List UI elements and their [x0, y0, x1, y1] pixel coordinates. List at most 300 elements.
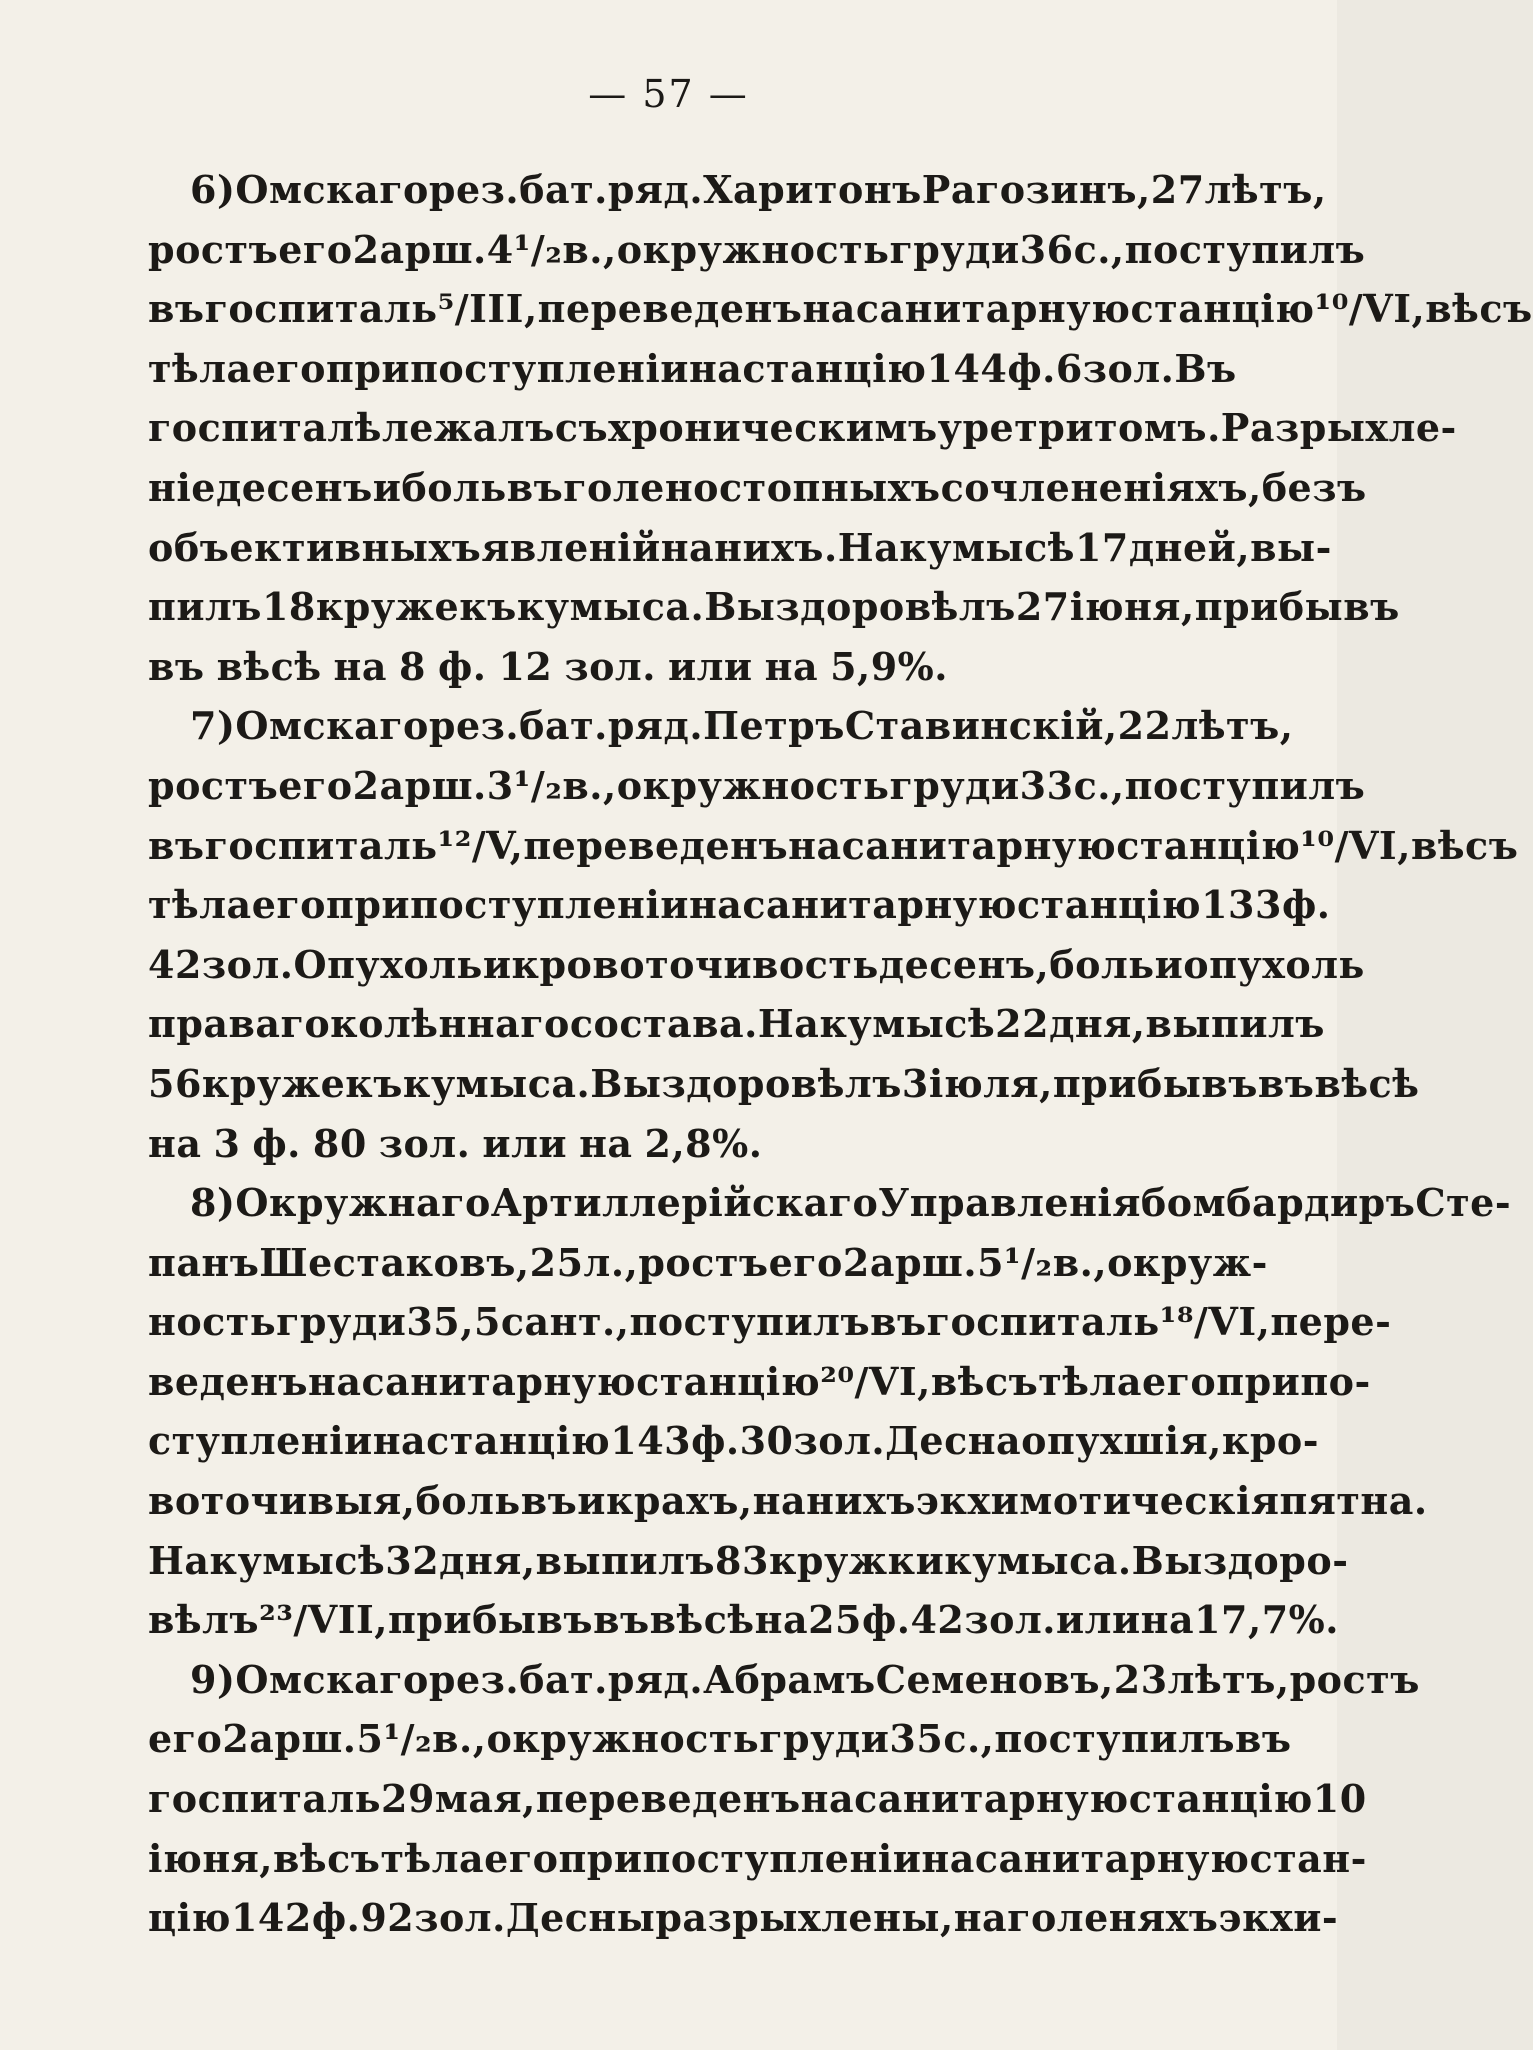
word: санитарную	[974, 1835, 1250, 1881]
word: лежалъ	[381, 405, 555, 451]
word: Выздоровѣлъ	[590, 1060, 902, 1106]
word: с.,	[1073, 762, 1125, 808]
word: ²³/VII,	[259, 1597, 389, 1643]
word: госпиталь	[148, 1776, 382, 1822]
word: ступленіи	[148, 1418, 373, 1464]
word: прибывъ	[388, 1597, 594, 1643]
word: на	[660, 524, 715, 570]
text-line	[148, 1769, 1367, 1829]
word: выпилъ	[1145, 1001, 1325, 1047]
word: въ	[148, 643, 205, 689]
word: на	[148, 1120, 202, 1166]
word: лѣтъ,	[1167, 1656, 1290, 1702]
text-line	[148, 1650, 1420, 1710]
word: арш.	[249, 1716, 357, 1762]
word: 10	[1312, 1776, 1367, 1822]
word: вѣсъ	[930, 1358, 1039, 1404]
word: 3¹/₂	[486, 762, 563, 808]
word: ростъ	[638, 1239, 769, 1285]
word: 6)	[190, 167, 236, 212]
text-line	[148, 756, 1366, 816]
word: Сте-	[1415, 1180, 1512, 1226]
word: груди	[276, 1299, 407, 1345]
word: ряд.	[607, 167, 704, 212]
word: На	[837, 524, 900, 570]
word: поступилъ	[1124, 762, 1366, 808]
word: груди	[759, 1716, 890, 1762]
word: 35	[889, 1716, 944, 1762]
word: воточивыя,	[148, 1478, 416, 1524]
word: арш.	[379, 226, 487, 272]
word: груди	[889, 226, 1020, 272]
word: въ	[148, 286, 205, 332]
word: Омскаго	[235, 703, 429, 749]
text-line	[148, 1173, 1512, 1233]
word: экхи-	[1218, 1895, 1339, 1941]
text-line	[148, 339, 1237, 399]
word: экхимотическія	[915, 1478, 1280, 1524]
word: на	[764, 643, 819, 689]
word: 8	[398, 643, 426, 689]
word: боль	[1049, 941, 1155, 987]
word: 144	[926, 345, 1008, 391]
word: и	[482, 941, 512, 987]
word: голеностопныхъ	[563, 464, 941, 510]
word: санитарную	[841, 822, 1117, 868]
word: на	[333, 643, 387, 689]
word: 12	[498, 643, 553, 689]
word: и	[1154, 941, 1184, 987]
word: поступленіи	[642, 1835, 922, 1881]
text-line	[148, 875, 1331, 935]
word: или	[482, 1120, 568, 1166]
word: 2	[352, 226, 380, 272]
word: кумысѣ	[819, 1001, 996, 1047]
word: станцію	[1116, 822, 1301, 868]
word: голеняхъ	[1007, 1895, 1219, 1941]
word: груди	[889, 762, 1020, 808]
word: ніе	[148, 464, 216, 510]
word: кумыса.	[402, 1060, 591, 1106]
word: кружекъ	[315, 584, 517, 630]
word: 27	[1015, 584, 1070, 630]
word: поступилъ	[629, 1299, 871, 1345]
word: сант.,	[500, 1299, 630, 1345]
word: с.,	[1073, 226, 1125, 272]
word: 3	[213, 1120, 241, 1166]
word: 42	[910, 1597, 965, 1643]
word: Шестаковъ,	[259, 1239, 530, 1285]
word: десенъ	[215, 464, 373, 510]
word: 5¹/₂	[356, 1716, 433, 1762]
word: вѣсѣ	[649, 1597, 755, 1643]
word: вѣсъ	[273, 1835, 381, 1881]
word: боль	[415, 1478, 521, 1524]
word: вѣсъ	[1410, 822, 1519, 868]
text-line	[148, 279, 1533, 339]
word: или	[667, 643, 753, 689]
word: 80	[312, 1120, 367, 1166]
word: кро-	[1221, 1418, 1320, 1464]
word: при	[326, 882, 411, 928]
word: кровоточивость	[511, 941, 879, 987]
word: на	[953, 1895, 1008, 1941]
text-line	[148, 1352, 1371, 1412]
word: разрыхлены,	[655, 1895, 954, 1941]
word: на	[579, 1120, 633, 1166]
word: нихъ	[806, 1478, 916, 1524]
word: поступилъ	[1124, 226, 1366, 272]
word: колѣннаго	[330, 1001, 570, 1047]
word: 6	[1055, 345, 1083, 391]
text-line	[148, 160, 1327, 220]
word: ф.	[311, 1895, 361, 1941]
word: бат.	[519, 167, 608, 212]
word: 36	[1019, 226, 1074, 272]
text-line	[148, 220, 1366, 280]
word: бат.	[519, 1656, 608, 1702]
word: в.,	[562, 762, 617, 808]
word: 27	[1150, 167, 1205, 212]
word: на	[688, 345, 743, 391]
word: пере-	[1270, 1299, 1392, 1345]
word: 30	[739, 1418, 794, 1464]
word: санитарную	[742, 882, 1018, 928]
word: Семеновъ,	[875, 1656, 1114, 1702]
word: в.,	[1052, 1239, 1108, 1285]
word: уретритомъ.	[937, 405, 1221, 451]
word: 18	[261, 584, 316, 630]
word: хроническимъ	[608, 405, 938, 451]
word: ¹⁰/VI,	[1314, 286, 1426, 332]
word: десенъ,	[878, 941, 1050, 987]
word: на	[921, 1835, 975, 1881]
word: 7)	[190, 703, 236, 749]
word: на	[688, 882, 743, 928]
word: икрахъ,	[577, 1478, 753, 1524]
word: станцію	[1017, 882, 1202, 928]
text-line	[148, 1054, 1420, 1114]
text-line	[148, 1829, 1367, 1889]
word: арш.	[869, 1239, 978, 1285]
word: ф.	[861, 1597, 911, 1643]
word: ф.	[252, 1120, 301, 1166]
word: Опухоль	[293, 941, 483, 987]
word: Рагозинъ,	[921, 167, 1151, 212]
word: 25	[808, 1597, 862, 1643]
word: зол.	[378, 1120, 471, 1166]
word: въ	[506, 464, 564, 510]
text-line	[148, 935, 1365, 995]
word: сочлененіяхъ,	[940, 464, 1262, 510]
word: с.,	[943, 1716, 995, 1762]
text-line	[148, 1292, 1392, 1352]
word: въ	[520, 1478, 578, 1524]
text-line	[148, 1471, 1428, 1531]
word: тѣла	[148, 345, 252, 391]
word: опухшія,	[1021, 1418, 1222, 1464]
word: 8)	[190, 1180, 236, 1226]
word: окруж-	[1107, 1239, 1268, 1285]
word: безъ	[1261, 464, 1367, 510]
word: на	[1140, 1597, 1195, 1643]
word: ность	[148, 1299, 277, 1345]
word: 17,7%.	[1194, 1597, 1339, 1643]
word: ф.	[1007, 345, 1056, 391]
word: окружность	[616, 762, 890, 808]
text-line	[148, 518, 1332, 578]
word: Разрыхле-	[1220, 405, 1457, 451]
word: прибывъ	[1194, 584, 1400, 630]
word: объективныхъ	[148, 524, 482, 570]
word: Управленія	[878, 1180, 1141, 1226]
word: и	[372, 464, 402, 510]
word: на	[788, 822, 842, 868]
word: въ	[1257, 1060, 1315, 1106]
word: л.,	[583, 1239, 639, 1285]
word: или	[1055, 1597, 1141, 1643]
word: зол.	[564, 643, 656, 689]
word: ¹²/V,	[437, 822, 524, 868]
word: кружки	[768, 1537, 945, 1583]
word: 83	[715, 1537, 769, 1583]
word: 2	[842, 1239, 870, 1285]
word: пятна.	[1279, 1478, 1428, 1524]
word: 2	[352, 762, 380, 808]
word: станцію	[426, 1418, 611, 1464]
word: кумысѣ	[209, 1537, 386, 1583]
word: ряд.	[607, 1656, 704, 1702]
word: кумыса.	[944, 1537, 1132, 1583]
word: 22	[995, 1001, 1050, 1047]
text-line	[148, 637, 1228, 697]
word: его	[278, 762, 353, 808]
word: рез.	[428, 703, 520, 749]
word: переведенъ	[523, 822, 789, 868]
word: 22	[1117, 703, 1172, 749]
word: станцію	[742, 345, 927, 391]
word: госпиталѣ	[148, 405, 382, 451]
word: 17	[1074, 524, 1129, 570]
word: окружность	[486, 1716, 760, 1762]
word: 2,8%.	[644, 1120, 763, 1166]
word: пилъ	[148, 584, 262, 630]
word: окружность	[616, 226, 890, 272]
word: 29	[381, 1776, 435, 1822]
word: ряд.	[607, 703, 704, 749]
word: кружекъ	[201, 1060, 403, 1106]
word: санитарную	[855, 286, 1131, 332]
word: Выздоро-	[1131, 1537, 1349, 1583]
word: На	[757, 1001, 820, 1047]
word: тѣла	[148, 882, 252, 928]
text-line	[148, 1531, 1349, 1591]
word: прибывъ	[1052, 1060, 1258, 1106]
text-line	[148, 816, 1519, 876]
word: ²⁰/VI,	[820, 1358, 931, 1404]
word: в.,	[432, 1716, 487, 1762]
word: поступленіи	[410, 882, 689, 928]
word: арш.	[379, 762, 487, 808]
word: тѣла	[1038, 1358, 1142, 1404]
word: станцію	[1130, 286, 1315, 332]
text-line	[148, 577, 1400, 637]
word: ⁵/ІІІ,	[437, 286, 538, 332]
word: Харитонъ	[703, 167, 922, 212]
word: тѣла	[380, 1835, 485, 1881]
word: госпиталь	[204, 286, 438, 332]
word: опухоль	[1183, 941, 1365, 987]
word: 56	[148, 1060, 202, 1106]
word: Ставинскій,	[844, 703, 1118, 749]
word: ростъ	[148, 226, 279, 272]
word: его	[278, 226, 353, 272]
word: переведенъ	[535, 1776, 801, 1822]
word: іюня,	[148, 1835, 274, 1881]
word: поступилъ	[994, 1716, 1236, 1762]
word: зол.	[1082, 345, 1175, 391]
word: 32	[385, 1537, 440, 1583]
word: ф.	[1281, 882, 1331, 928]
word: въ	[593, 1597, 650, 1643]
word: ростъ	[148, 762, 279, 808]
word: 142	[230, 1895, 312, 1941]
word: его	[148, 1716, 223, 1762]
word: вѣлъ	[148, 1597, 260, 1643]
word: Десна	[885, 1418, 1022, 1464]
word: 9)	[190, 1656, 236, 1702]
word: санитарную	[361, 1358, 637, 1404]
word: по-	[1300, 1358, 1371, 1404]
word: мая,	[434, 1776, 536, 1822]
word: станцію	[636, 1358, 821, 1404]
text-line	[148, 1233, 1268, 1293]
word: при	[326, 345, 411, 391]
text-line	[148, 1709, 1292, 1769]
word: нихъ.	[714, 524, 838, 570]
word: цію	[148, 1895, 231, 1941]
word: Выздоровѣлъ	[704, 584, 1016, 630]
word: Омскаго	[235, 1656, 429, 1702]
word: 23	[1113, 1656, 1168, 1702]
text-line	[148, 696, 1294, 756]
page-number: — 57 —	[588, 72, 749, 116]
word: рез.	[428, 1656, 520, 1702]
word: 92	[360, 1895, 415, 1941]
word: 33	[1019, 762, 1074, 808]
word: при	[1216, 1358, 1301, 1404]
text-line	[148, 458, 1367, 518]
text-line	[148, 1888, 1339, 1948]
word: зол.	[964, 1597, 1056, 1643]
word: на	[802, 286, 856, 332]
word: 5,9%.	[830, 643, 949, 689]
word: выпилъ	[535, 1537, 716, 1583]
word: Окружнаго	[235, 1180, 491, 1226]
word: Десны	[505, 1895, 656, 1941]
word: 3	[901, 1060, 929, 1106]
word: на	[754, 1597, 809, 1643]
word: 4¹/₂	[486, 226, 563, 272]
word: его	[251, 882, 326, 928]
word: его	[484, 1835, 559, 1881]
word: 2	[222, 1716, 250, 1762]
word: бомбардиръ	[1140, 1180, 1416, 1226]
word: в.,	[562, 226, 617, 272]
text-line	[148, 994, 1325, 1054]
word: Омскаго	[235, 167, 429, 212]
word: съ	[554, 405, 609, 451]
word: при	[558, 1835, 643, 1881]
word: іюня,	[1069, 584, 1195, 630]
word: 143	[610, 1418, 692, 1464]
word: дней,	[1128, 524, 1251, 570]
word: вѣсѣ	[1314, 1060, 1420, 1106]
word: зол.	[793, 1418, 886, 1464]
word: его	[768, 1239, 843, 1285]
word: веденъ	[148, 1358, 309, 1404]
word: поступленіи	[410, 345, 689, 391]
word: дня,	[1049, 1001, 1146, 1047]
word: Абрамъ	[703, 1656, 876, 1702]
word: праваго	[148, 1001, 331, 1047]
text-line	[148, 1411, 1320, 1471]
text-line	[148, 398, 1457, 458]
word: дня,	[439, 1537, 536, 1583]
word: боль	[401, 464, 507, 510]
word: ¹⁰/VI,	[1300, 822, 1411, 868]
word: его	[251, 345, 326, 391]
word: На	[148, 1537, 210, 1583]
word: іюля,	[928, 1060, 1053, 1106]
word: вѣсѣ	[216, 643, 322, 689]
word: станцію	[1128, 1776, 1313, 1822]
word: зол.	[201, 941, 294, 987]
word: 25	[529, 1239, 584, 1285]
text-line	[148, 1114, 1228, 1174]
word: вы-	[1250, 524, 1332, 570]
word: бат.	[519, 703, 608, 749]
word: лѣтъ,	[1171, 703, 1294, 749]
word: панъ	[148, 1239, 260, 1285]
word: ф.	[691, 1418, 740, 1464]
word: санитарную	[854, 1776, 1129, 1822]
word: явленій	[481, 524, 661, 570]
word: вѣсъ	[1425, 286, 1533, 332]
word: на	[308, 1358, 362, 1404]
word: переведенъ	[537, 286, 803, 332]
word: въ	[148, 822, 205, 868]
word: рез.	[428, 167, 520, 212]
word: ¹⁸/VI,	[1159, 1299, 1271, 1345]
word: ф.	[437, 643, 487, 689]
word: на	[800, 1776, 855, 1822]
word: ростъ	[1289, 1656, 1420, 1702]
word: 42	[148, 941, 202, 987]
page-body-text	[148, 160, 1533, 1948]
word: госпиталь	[204, 822, 438, 868]
word: состава.	[569, 1001, 758, 1047]
word: на	[752, 1478, 807, 1524]
word: Петръ	[703, 703, 845, 749]
text-line	[148, 1590, 1339, 1650]
word: стан-	[1249, 1835, 1367, 1881]
word: 5¹/₂	[977, 1239, 1053, 1285]
word: кумыса.	[516, 584, 705, 630]
word: въ	[1235, 1716, 1292, 1762]
word: 133	[1201, 882, 1282, 928]
word: на	[372, 1418, 427, 1464]
